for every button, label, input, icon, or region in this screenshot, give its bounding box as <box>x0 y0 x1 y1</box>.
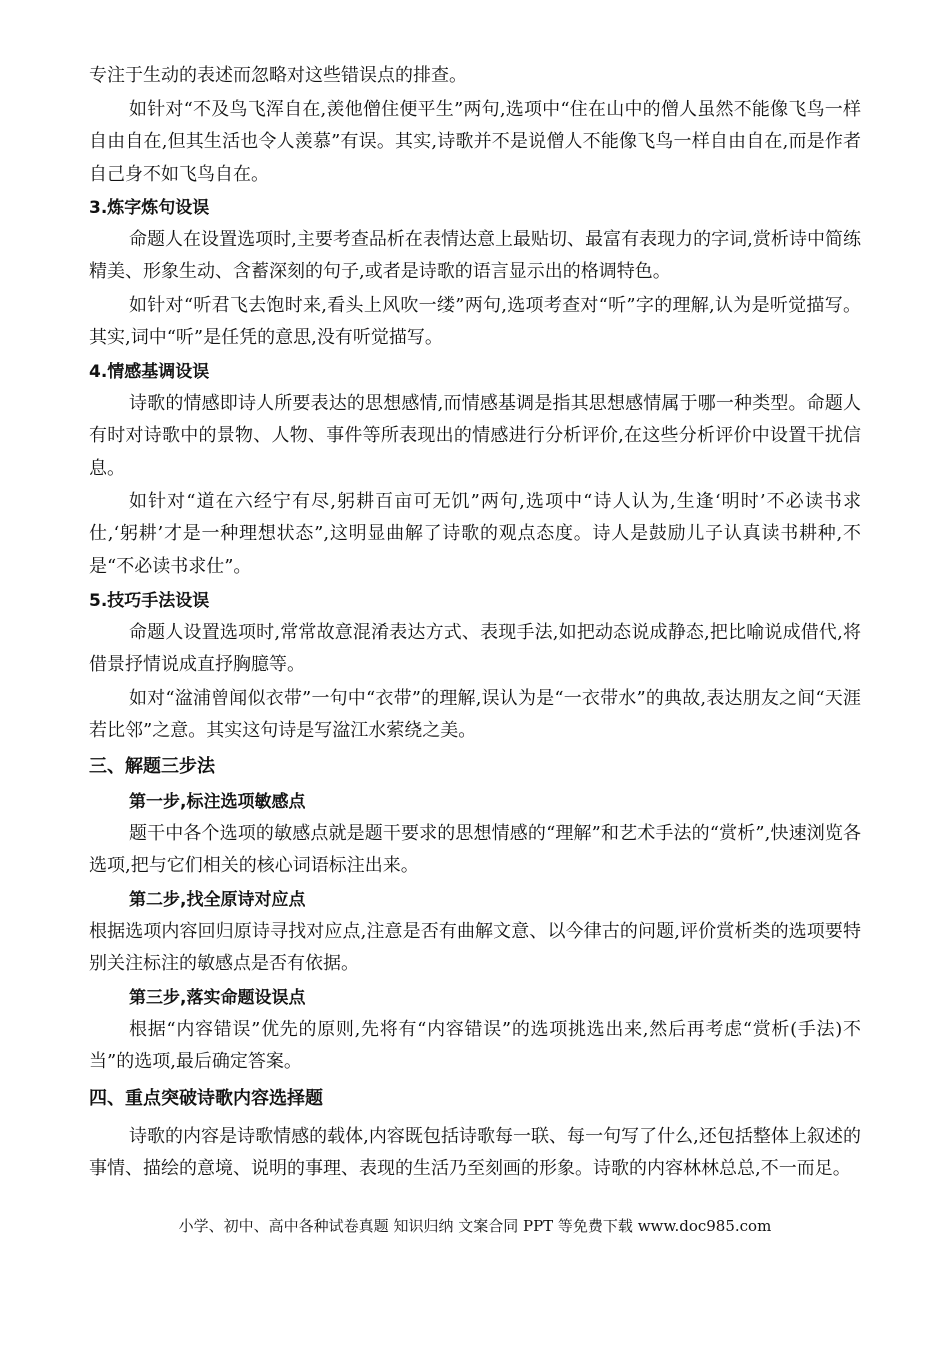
text-block <box>89 1014 861 1079</box>
paragraph: 命题人设置选项时,常常故意混淆表达方式、表现手法,如把动态说成静态,把比喻说成借代,将借景抒情说成直抒胸臆等。 <box>89 622 861 676</box>
section-heading: 四、重点突破诗歌内容选择题 <box>89 1088 323 1109</box>
text-block <box>89 791 861 813</box>
section-heading: 三、解题三步法 <box>89 756 215 777</box>
text-block <box>89 388 861 485</box>
text-block <box>89 361 861 383</box>
text-block <box>89 755 861 779</box>
text-block <box>89 486 861 583</box>
paragraph: 根据“内容错误”优先的原则,先将有“内容错误”的选项挑选出来,然后再考虑“赏析(手法)不当”的选项,最后确定答案。 <box>89 1019 861 1073</box>
text-block <box>89 197 861 219</box>
text-block <box>89 60 861 92</box>
text-block <box>89 94 861 191</box>
paragraph: 题干中各个选项的敏感点就是题干要求的思想情感的“理解”和艺术手法的“赏析”,快速浏览各选项,把与它们相关的核心词语标注出来。 <box>89 823 861 877</box>
text-block <box>89 1121 861 1186</box>
paragraph: 如针对“道在六经宁有尽,躬耕百亩可无饥”两句,选项中“诗人认为,生逢‘明时’不必读书求仕,‘躬耕’才是一种理想状态”,这明显曲解了诗歌的观点态度。诗人是鼓励儿子认真读书耕种,不是“不必读书求仕”。 <box>89 491 861 577</box>
text-block <box>89 683 861 748</box>
text-block <box>89 916 861 981</box>
step-heading: 第三步,落实命题设误点 <box>129 988 306 1008</box>
text-block <box>89 987 861 1009</box>
text-block <box>89 224 861 289</box>
paragraph: 诗歌的内容是诗歌情感的载体,内容既包括诗歌每一联、每一句写了什么,还包括整体上叙述的事情、描绘的意境、说明的事理、表现的生活乃至刻画的形象。诗歌的内容林林总总,不一而足。 <box>89 1126 861 1180</box>
paragraph: 根据选项内容回归原诗寻找对应点,注意是否有曲解文意、以今律古的问题,评价赏析类的选项要特别关注标注的敏感点是否有依据。 <box>89 921 861 975</box>
text-block <box>89 889 861 911</box>
subsection-heading: 3.炼字炼句设误 <box>89 198 210 218</box>
paragraph: 如针对“听君飞去饱时来,看头上风吹一缕”两句,选项考查对“听”字的理解,认为是听觉描写。其实,词中“听”是任凭的意思,没有听觉描写。 <box>89 295 861 349</box>
subsection-heading: 4.情感基调设误 <box>89 362 210 382</box>
paragraph: 如针对“不及鸟飞浑自在,羡他僧住便平生”两句,选项中“住在山中的僧人虽然不能像飞鸟一样自由自在,但其生活也令人羡慕”有误。其实,诗歌并不是说僧人不能像飞鸟一样自由自在,而是作者自己身不如飞鸟自在。 <box>89 99 861 185</box>
text-block <box>89 1087 861 1111</box>
text-block <box>89 617 861 682</box>
paragraph: 专注于生动的表述而忽略对这些错误点的排查。 <box>89 65 467 86</box>
text-block <box>89 818 861 883</box>
page-footer: 小学、初中、高中各种试卷真题 知识归纳 文案合同 PPT 等免费下载 www.doc985.com <box>178 1217 772 1235</box>
paragraph: 诗歌的情感即诗人所要表达的思想感情,而情感基调是指其思想感情属于哪一种类型。命题人有时对诗歌中的景物、人物、事件等所表现出的情感进行分析评价,在这些分析评价中设置干扰信息。 <box>89 393 861 479</box>
paragraph: 如对“湓浦曾闻似衣带”一句中“衣带”的理解,误认为是“一衣带水”的典故,表达朋友之间“天涯若比邻”之意。其实这句诗是写湓江水萦绕之美。 <box>89 688 861 742</box>
text-block <box>89 290 861 355</box>
step-heading: 第二步,找全原诗对应点 <box>129 890 306 910</box>
subsection-heading: 5.技巧手法设误 <box>89 591 210 611</box>
text-block <box>89 590 861 612</box>
paragraph: 命题人在设置选项时,主要考查品析在表情达意上最贴切、最富有表现力的字词,赏析诗中简练精美、形象生动、含蓄深刻的句子,或者是诗歌的语言显示出的格调特色。 <box>89 229 861 283</box>
step-heading: 第一步,标注选项敏感点 <box>129 792 306 812</box>
